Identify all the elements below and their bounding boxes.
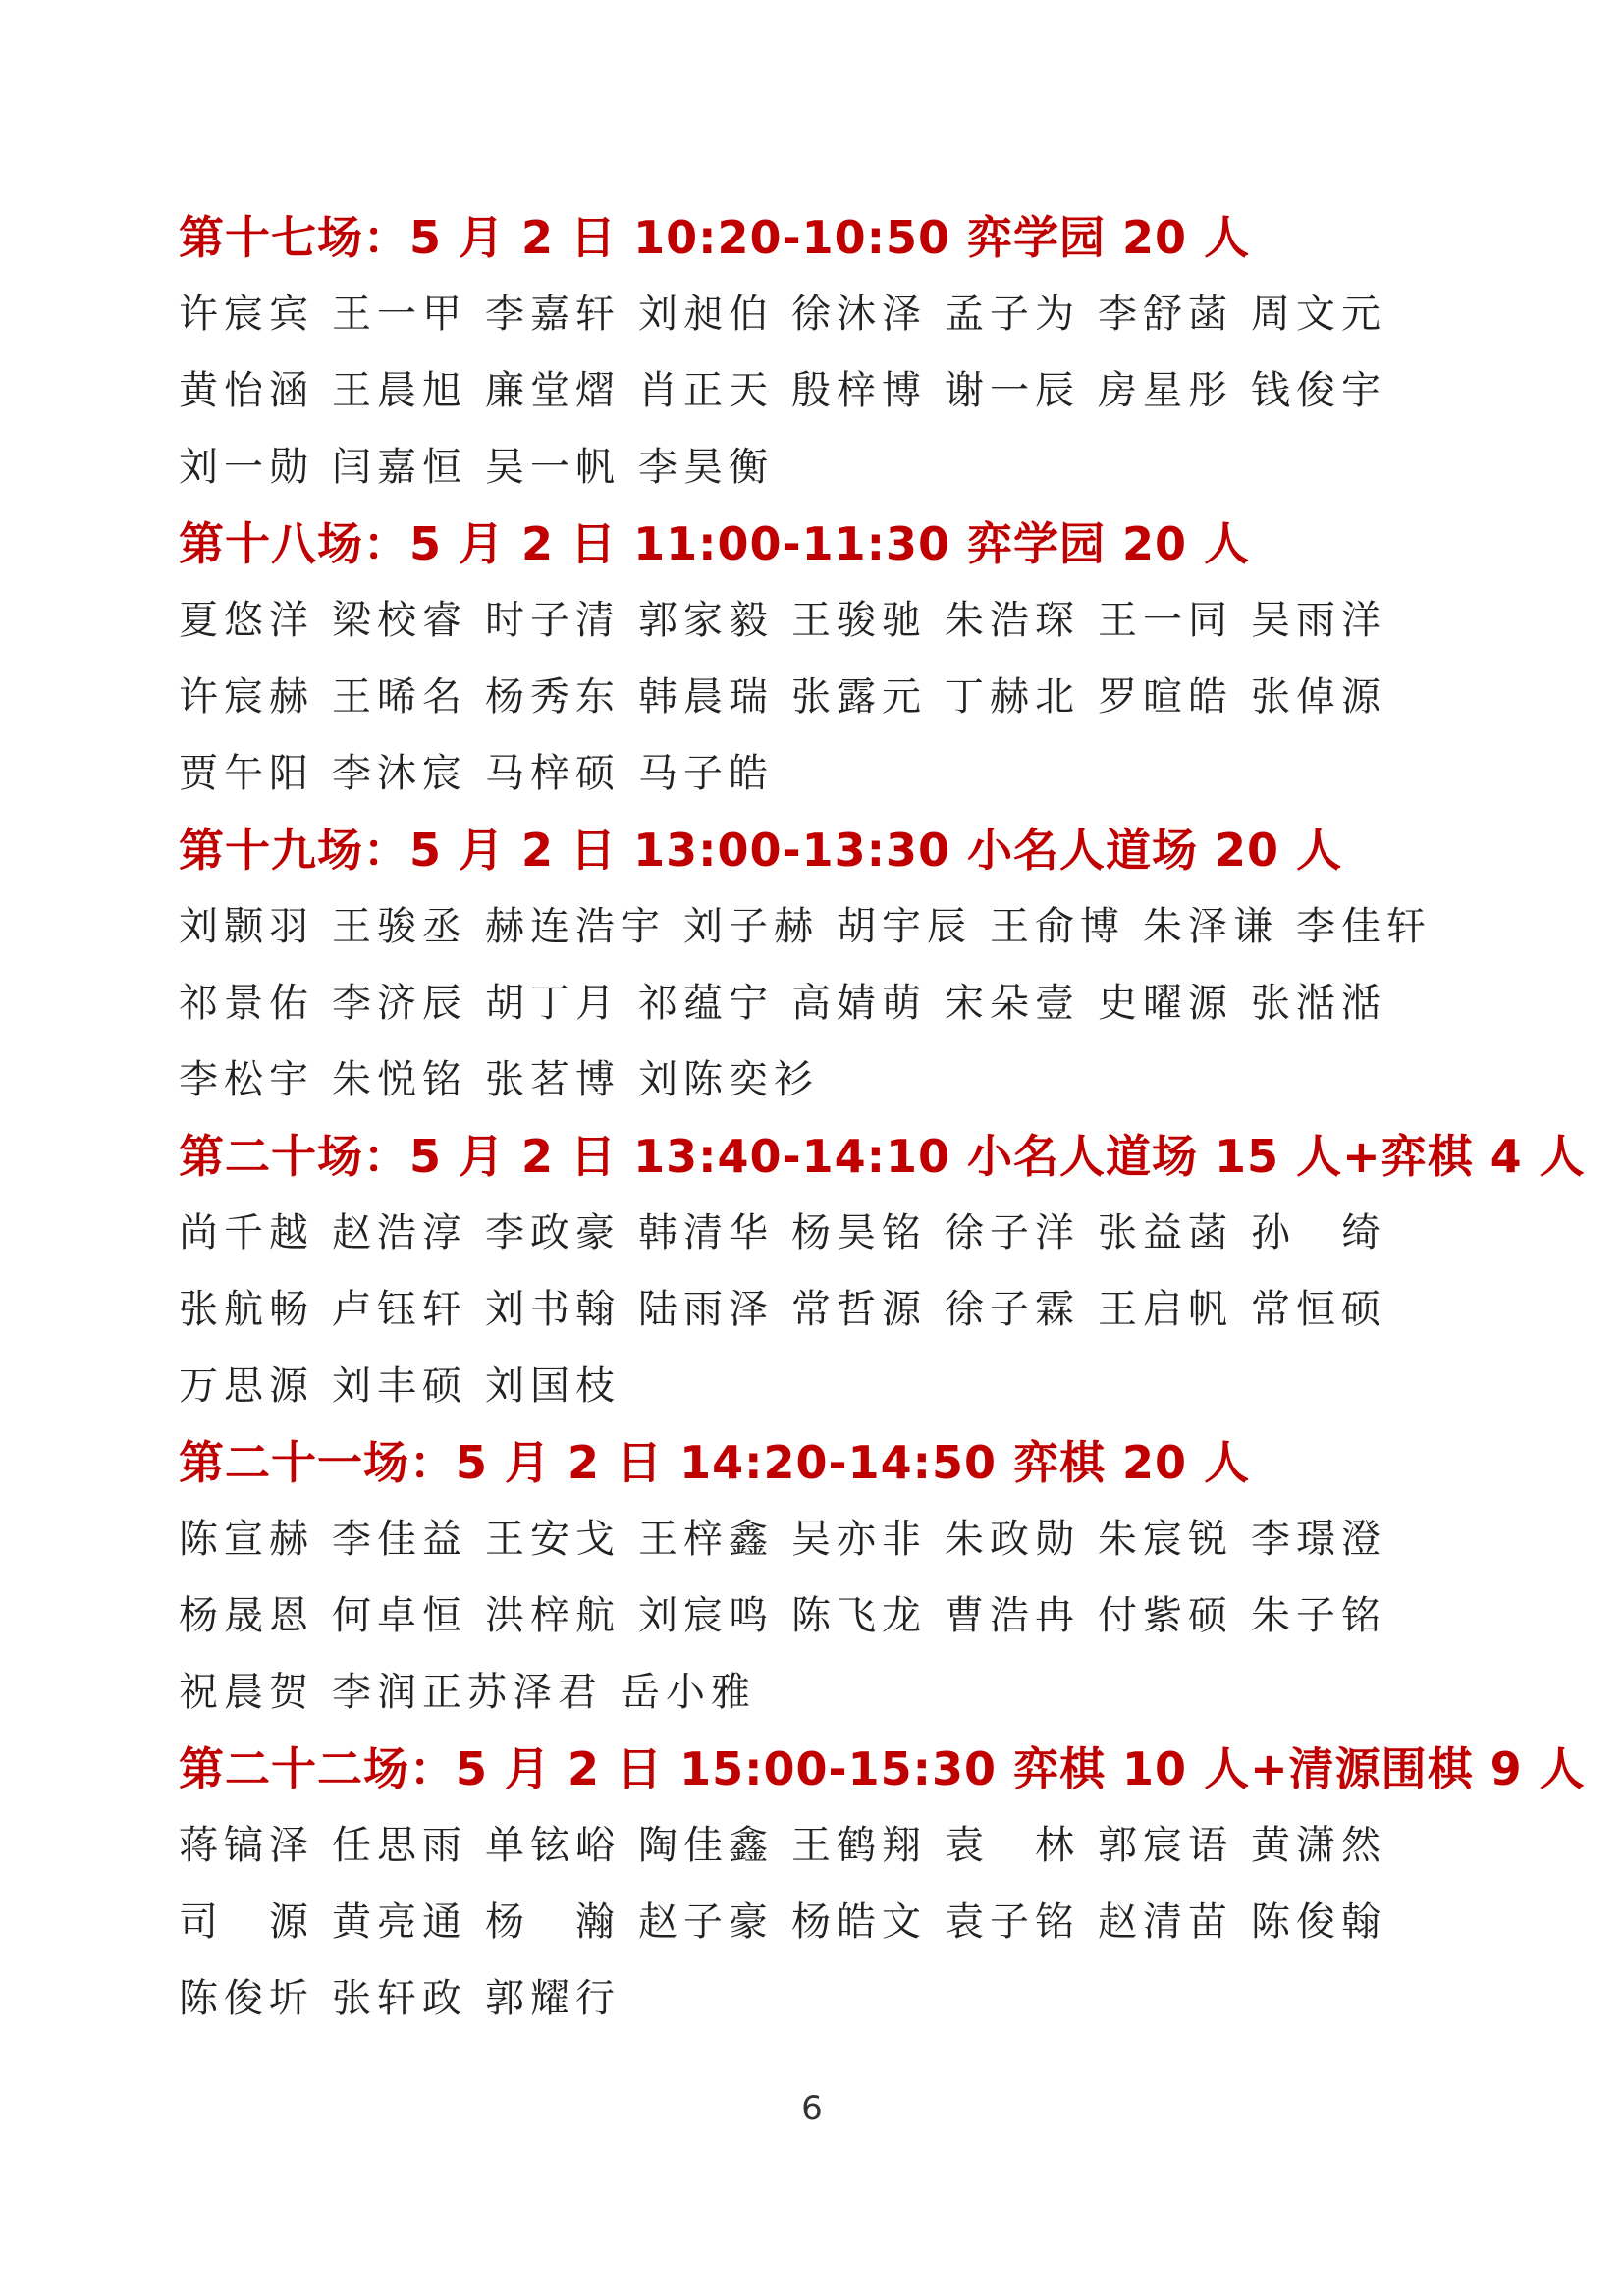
name-row	[179, 1203, 1553, 1262]
participant-name: 丁赫北	[945, 674, 1080, 720]
participant-name: 常恒硕	[1251, 1287, 1386, 1332]
participant-name: 司 源	[179, 1899, 314, 1945]
name-row	[179, 667, 1553, 726]
participant-name: 李济辰	[332, 981, 467, 1026]
participant-name: 岳小雅	[621, 1670, 756, 1715]
session-heading: 第十八场：5 月 2 日 11:00-11:30 弈学园 20 人	[179, 517, 1251, 570]
name-row	[179, 897, 1553, 956]
participant-name: 马子皓	[638, 751, 774, 796]
participant-name: 郭家毅	[638, 598, 774, 643]
participant-name: 黄怡涵	[179, 368, 314, 413]
participant-name: 闫嘉恒	[332, 445, 467, 490]
participant-name: 张茗博	[485, 1057, 621, 1102]
participant-name: 王晨旭	[332, 368, 467, 413]
name-row	[179, 1357, 1553, 1415]
session-heading: 第二十场：5 月 2 日 13:40-14:10 小名人道场 15 人+弈棋 4 人	[179, 1130, 1586, 1183]
participant-name: 朱浩琛	[945, 598, 1080, 643]
participant-name: 时子清	[485, 598, 621, 643]
name-row	[179, 591, 1553, 650]
session-block	[179, 1739, 1586, 2028]
participant-name: 张露元	[791, 674, 927, 720]
session-block	[179, 514, 1553, 803]
session-heading: 第二十二场：5 月 2 日 15:00-15:30 弈棋 10 人+清源围棋 9 人	[179, 1742, 1586, 1795]
participant-name: 朱悦铭	[332, 1057, 467, 1102]
participant-name: 黄潇然	[1251, 1823, 1386, 1868]
participant-name: 李佳益	[332, 1517, 467, 1562]
participant-name: 马梓硕	[485, 751, 621, 796]
participant-name: 陆雨泽	[638, 1287, 774, 1332]
participant-name: 史曜源	[1098, 981, 1233, 1026]
participant-name: 吴雨洋	[1251, 598, 1386, 643]
participant-name: 孟子为	[945, 292, 1080, 337]
page-number: 6	[801, 2089, 823, 2128]
participant-name: 王骏丞	[332, 904, 467, 949]
participant-name: 李松宇	[179, 1057, 314, 1102]
participant-name: 李润正苏泽君	[332, 1670, 603, 1715]
participant-name: 单铉峪	[485, 1823, 621, 1868]
participant-name: 张轩政	[332, 1976, 467, 2021]
name-row	[179, 285, 1553, 344]
name-row	[179, 1586, 1553, 1645]
participant-name: 徐沐泽	[791, 292, 927, 337]
participant-name: 黄亮通	[332, 1899, 467, 1945]
participant-name: 王俞博	[990, 904, 1125, 949]
participant-name: 李嘉轩	[485, 292, 621, 337]
participant-name: 高婧萌	[791, 981, 927, 1026]
participant-name: 祁蕴宁	[638, 981, 774, 1026]
participant-name: 夏悠洋	[179, 598, 314, 643]
participant-name: 何卓恒	[332, 1593, 467, 1638]
participant-name: 祝晨贺	[179, 1670, 314, 1715]
session-heading: 第十九场：5 月 2 日 13:00-13:30 小名人道场 20 人	[179, 824, 1343, 877]
participant-name: 王梓鑫	[638, 1517, 774, 1562]
participant-name: 韩清华	[638, 1210, 774, 1255]
participant-name: 赵清苗	[1098, 1899, 1233, 1945]
participant-name: 李舒菡	[1098, 292, 1233, 337]
participant-name: 尚千越	[179, 1210, 314, 1255]
participant-name: 周文元	[1251, 292, 1386, 337]
participant-name: 袁子铭	[945, 1899, 1080, 1945]
session-heading: 第十七场：5 月 2 日 10:20-10:50 弈学园 20 人	[179, 211, 1251, 264]
participant-name: 刘陈奕衫	[638, 1057, 819, 1102]
participant-name: 赵浩淳	[332, 1210, 467, 1255]
participant-name: 孙 绮	[1251, 1210, 1386, 1255]
participant-name: 胡宇辰	[837, 904, 972, 949]
participant-name: 朱子铭	[1251, 1593, 1386, 1638]
participant-name: 李政豪	[485, 1210, 621, 1255]
participant-name: 杨晟恩	[179, 1593, 314, 1638]
participant-name: 王一甲	[332, 292, 467, 337]
participant-name: 胡丁月	[485, 981, 621, 1026]
participant-name: 蒋镐泽	[179, 1823, 314, 1868]
session-block	[179, 1433, 1553, 1722]
participant-name: 赫连浩宇	[485, 904, 666, 949]
participant-name: 李昊衡	[638, 445, 774, 490]
session-block	[179, 1127, 1586, 1415]
name-row	[179, 974, 1553, 1033]
participant-name: 谢一辰	[945, 368, 1080, 413]
participant-name: 杨皓文	[791, 1899, 927, 1945]
participant-name: 李沐宸	[332, 751, 467, 796]
name-row	[179, 1893, 1553, 1951]
participant-name: 许宸宾	[179, 292, 314, 337]
participant-name: 刘一勋	[179, 445, 314, 490]
participant-name: 王晞名	[332, 674, 467, 720]
participant-name: 曹浩冉	[945, 1593, 1080, 1638]
participant-name: 刘丰硕	[332, 1363, 467, 1409]
participant-name: 洪梓航	[485, 1593, 621, 1638]
participant-name: 廉堂熠	[485, 368, 621, 413]
name-row	[179, 1663, 1553, 1722]
participant-name: 王骏驰	[791, 598, 927, 643]
participant-name: 郭宸语	[1098, 1823, 1233, 1868]
participant-name: 陈飞龙	[791, 1593, 927, 1638]
participant-name: 刘宸鸣	[638, 1593, 774, 1638]
participant-name: 赵子豪	[638, 1899, 774, 1945]
name-row	[179, 1969, 1553, 2028]
participant-name: 刘子赫	[683, 904, 819, 949]
participant-name: 陈俊圻	[179, 1976, 314, 2021]
participant-name: 殷梓博	[791, 368, 927, 413]
participant-name: 张湉湉	[1251, 981, 1386, 1026]
participant-name: 梁校睿	[332, 598, 467, 643]
participant-name: 刘颢羽	[179, 904, 314, 949]
participant-name: 肖正天	[638, 368, 774, 413]
participant-name: 王启帆	[1098, 1287, 1233, 1332]
participant-name: 刘书翰	[485, 1287, 621, 1332]
participant-name: 朱政勋	[945, 1517, 1080, 1562]
name-row	[179, 361, 1553, 420]
participant-name: 徐子洋	[945, 1210, 1080, 1255]
session-heading: 第二十一场：5 月 2 日 14:20-14:50 弈棋 20 人	[179, 1436, 1251, 1489]
name-row	[179, 1280, 1553, 1339]
participant-name: 张益菡	[1098, 1210, 1233, 1255]
participant-name: 罗暄皓	[1098, 674, 1233, 720]
name-row	[179, 1510, 1553, 1569]
participant-name: 房星彤	[1098, 368, 1233, 413]
participant-name: 万思源	[179, 1363, 314, 1409]
participant-name: 宋朵壹	[945, 981, 1080, 1026]
participant-name: 张倬源	[1251, 674, 1386, 720]
participant-name: 吴亦非	[791, 1517, 927, 1562]
participant-name: 王一同	[1098, 598, 1233, 643]
name-row	[179, 1050, 1553, 1109]
participant-name: 刘国枝	[485, 1363, 621, 1409]
participant-name: 许宸赫	[179, 674, 314, 720]
participant-name: 郭耀行	[485, 1976, 621, 2021]
participant-name: 陈俊翰	[1251, 1899, 1386, 1945]
participant-name: 常哲源	[791, 1287, 927, 1332]
participant-name: 钱俊宇	[1251, 368, 1386, 413]
participant-name: 袁 林	[945, 1823, 1080, 1868]
participant-name: 王安戈	[485, 1517, 621, 1562]
participant-name: 付紫硕	[1098, 1593, 1233, 1638]
participant-name: 卢钰轩	[332, 1287, 467, 1332]
participant-name: 徐子霖	[945, 1287, 1080, 1332]
document-page	[179, 208, 1586, 2046]
participant-name: 杨秀东	[485, 674, 621, 720]
participant-name: 吴一帆	[485, 445, 621, 490]
participant-name: 张航畅	[179, 1287, 314, 1332]
participant-name: 朱泽谦	[1143, 904, 1278, 949]
name-row	[179, 744, 1553, 803]
session-block	[179, 821, 1553, 1109]
session-block	[179, 208, 1553, 497]
participant-name: 陶佳鑫	[638, 1823, 774, 1868]
participant-name: 杨 瀚	[485, 1899, 621, 1945]
participant-name: 杨昊铭	[791, 1210, 927, 1255]
participant-name: 刘昶伯	[638, 292, 774, 337]
participant-name: 贾午阳	[179, 751, 314, 796]
participant-name: 朱宸锐	[1098, 1517, 1233, 1562]
name-row	[179, 438, 1553, 497]
participant-name: 陈宣赫	[179, 1517, 314, 1562]
participant-name: 任思雨	[332, 1823, 467, 1868]
participant-name: 李璟澄	[1251, 1517, 1386, 1562]
participant-name: 李佳轩	[1296, 904, 1432, 949]
participant-name: 王鹤翔	[791, 1823, 927, 1868]
name-row	[179, 1816, 1553, 1875]
participant-name: 祁景佑	[179, 981, 314, 1026]
participant-name: 韩晨瑞	[638, 674, 774, 720]
